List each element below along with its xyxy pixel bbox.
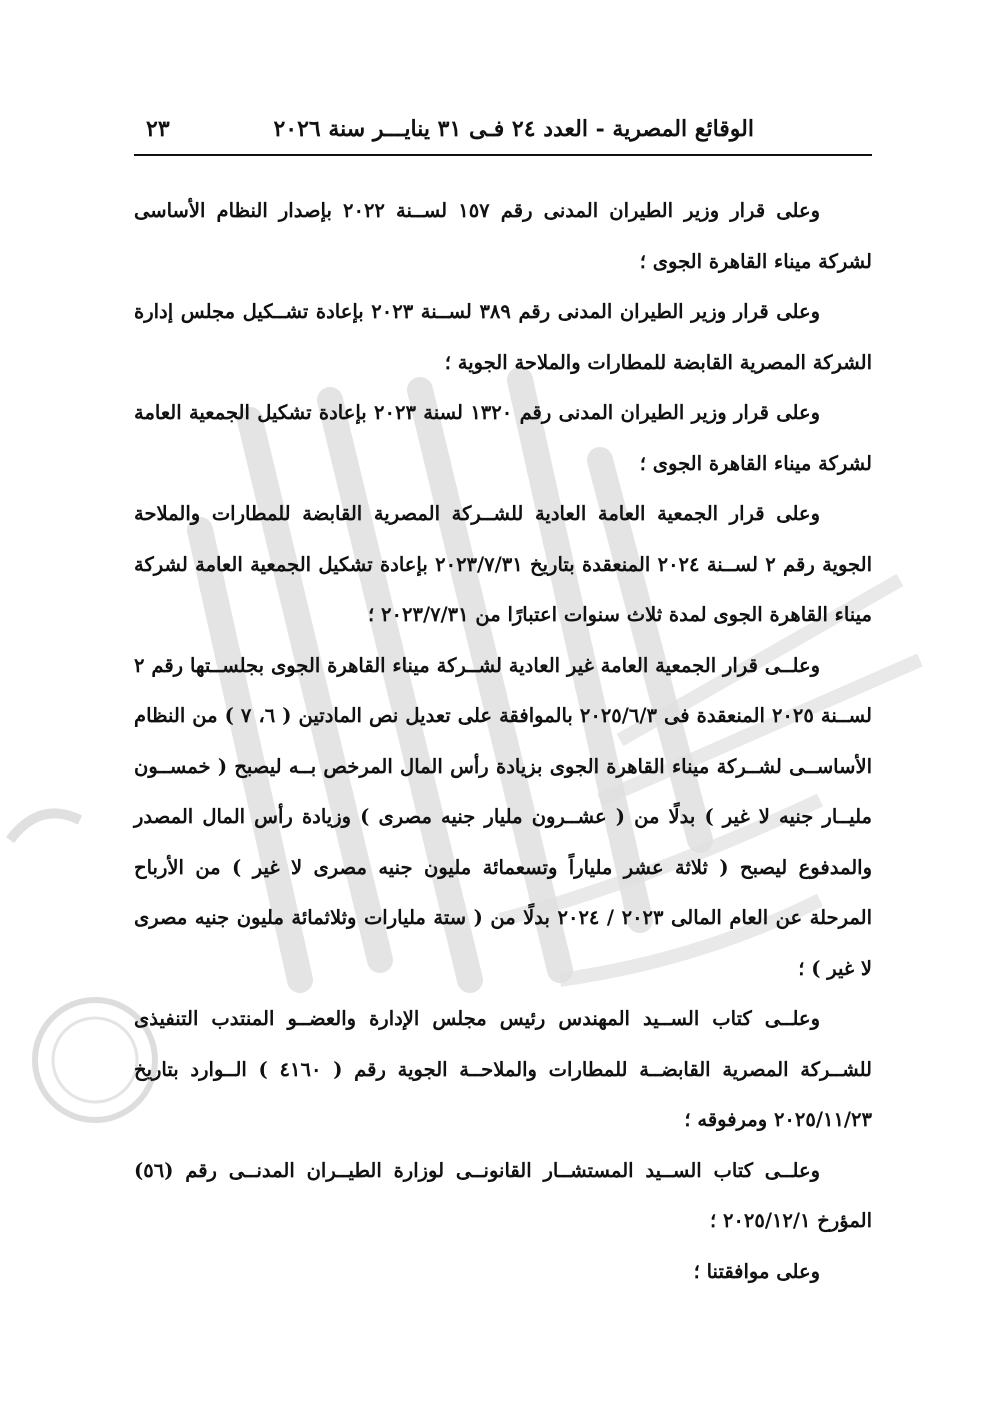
paragraph: وعلى قرار وزير الطيران المدنى رقم ١٣٢٠ لسنة ٢٠٢٣ بإعادة تشكيل الجمعية العامة لشركة ميناء القاهرة الجوى ؛	[134, 401, 872, 475]
paragraph: وعلى قرار وزير الطيران المدنى رقم ٣٨٩ لســنة ٢٠٢٣ بإعادة تشــكيل مجلس إدارة الشركة المصرية القابضة للمطارات والملاحة الجوية ؛	[134, 300, 872, 374]
paragraph: وعلــى كتاب الســيد المهندس رئيس مجلس الإدارة والعضــو المنتدب التنفيذى للشــركة المصرية القابضــة للمطارات والملاحــة الجوية رقم ( ٤١٦٠ ) الــوارد بتاريخ ٢٠٢٥/١١/٢٣ ومرفوقه ؛	[134, 1007, 873, 1131]
paragraph: وعلــى كتاب الســيد المستشــار القانونــى لوزارة الطيــران المدنــى رقم (٥٦) المؤرخ ٢٠٢٥/١٢/١ ؛	[134, 1158, 872, 1232]
paragraph: وعلى موافقتنا ؛	[693, 1259, 820, 1283]
paragraph: وعلى قرار الجمعية العامة العادية للشــركة المصرية القابضة للمطارات والملاحة الجوية رقم ٢ لســنة ٢٠٢٤ المنعقدة بتاريخ ٢٠٢٣/٧/٣١ بإعادة تشكيل الجمعية العامة لشركة ميناء القاهرة الجوى لمدة ثلاث سنوات اعتبارًا من ٢٠٢٣/٧/٣١ ؛	[134, 502, 872, 626]
paragraph: وعلــى قرار الجمعية العامة غير العادية لشــركة ميناء القاهرة الجوى بجلســتها رقم ٢ لســنة ٢٠٢٥ المنعقدة فى ٢٠٢٥/٦/٣ بالموافقة على تعديل نص المادتين ( ٦، ٧ ) من النظام الأساســى لشــركة ميناء القاهرة الجوى بزيادة رأس المال المرخص بــه ليصبح ( خمســون مليــار جنيه لا غير ) بدلًا من ( عشــرون مليار جنيه مصرى ) وزيادة رأس المال المصدر والمدفوع ليصبح ( ثلاثة عشر ملياراً وتسعمائة مليون جنيه مصرى لا غير ) من الأرباح المرحلة عن العام المالى ٢٠٢٣ / ٢٠٢٤ بدلًا من ( ستة مليارات وثلاثمائة مليون جنيه مصرى لا غير ) ؛	[134, 653, 872, 980]
page-header	[134, 112, 872, 156]
header-title: الوقائع المصرية - العدد ٢٤ فـى ٣١ ينايـــر سنة ٢٠٢٦	[273, 116, 754, 142]
document-body	[134, 186, 872, 1297]
page-number: ٢٣	[146, 116, 170, 142]
paragraph: وعلى قرار وزير الطيران المدنى رقم ١٥٧ لســنة ٢٠٢٢ بإصدار النظام الأساسى لشركة ميناء القاهرة الجوى ؛	[134, 199, 872, 273]
